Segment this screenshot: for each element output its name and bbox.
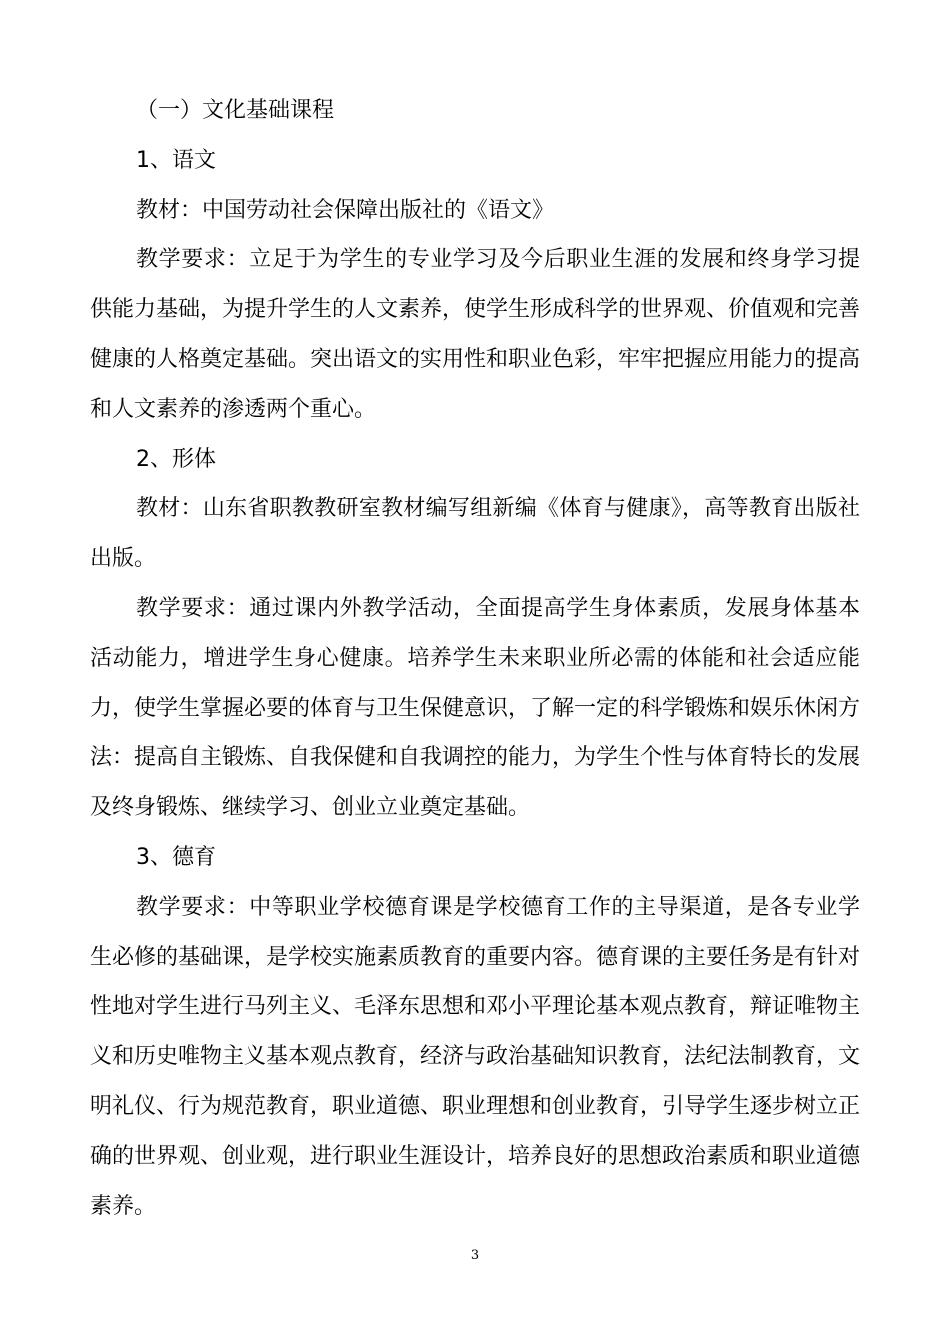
- course-title-moral: 3、德育: [136, 844, 216, 870]
- page-body: [90, 86, 860, 1231]
- course-requirement-chinese: 教学要求：立足于为学生的专业学习及今后职业生涯的发展和终身学习提供能力基础，为提升学生的人文素养，使学生形成科学的世界观、价值观和完善健康的人格奠定基础。突出语文的实用性和职业色彩，牢牢把握应用能力的提高和人文素养的渗透两个重心。: [90, 247, 861, 422]
- course-textbook-physical: 教材：山东省职教教研室教材编写组新编《体育与健康》，高等教育出版社出版。: [90, 496, 860, 572]
- page-number: 3: [470, 1248, 480, 1263]
- course-title-physical: 2、形体: [136, 446, 216, 472]
- course-requirement-physical: 教学要求：通过课内外教学活动，全面提高学生身体素质，发展身体基本活动能力，增进学生身心健康。培养学生未来职业所必需的体能和社会适应能力，使学生掌握必要的体育与卫生保健意识，了解一定的科学锻炼和娱乐休闲方法：提高自主锻炼、自我保健和自我调控的能力，为学生个性与体育特长的发展及终身锻炼、继续学习、创业立业奠定基础。: [90, 595, 861, 821]
- course-requirement-moral: 教学要求：中等职业学校德育课是学校德育工作的主导渠道，是各专业学生必修的基础课，是学校实施素质教育的重要内容。德育课的主要任务是有针对性地对学生进行马列主义、毛泽东思想和邓小平理论基本观点教育，辩证唯物主义和历史唯物主义基本观点教育，经济与政治基础知识教育，法纪法制教育，文明礼仪、行为规范教育，职业道德、职业理想和创业教育，引导学生逐步树立正确的世界观、创业观，进行职业生涯设计，培养良好的思想政治素质和职业道德素养。: [90, 894, 861, 1219]
- section-heading: （一）文化基础课程: [136, 98, 335, 123]
- course-title-chinese: 1、语文: [136, 147, 216, 173]
- course-textbook-chinese: 教材：中国劳动社会保障出版社的《语文》: [136, 197, 555, 223]
